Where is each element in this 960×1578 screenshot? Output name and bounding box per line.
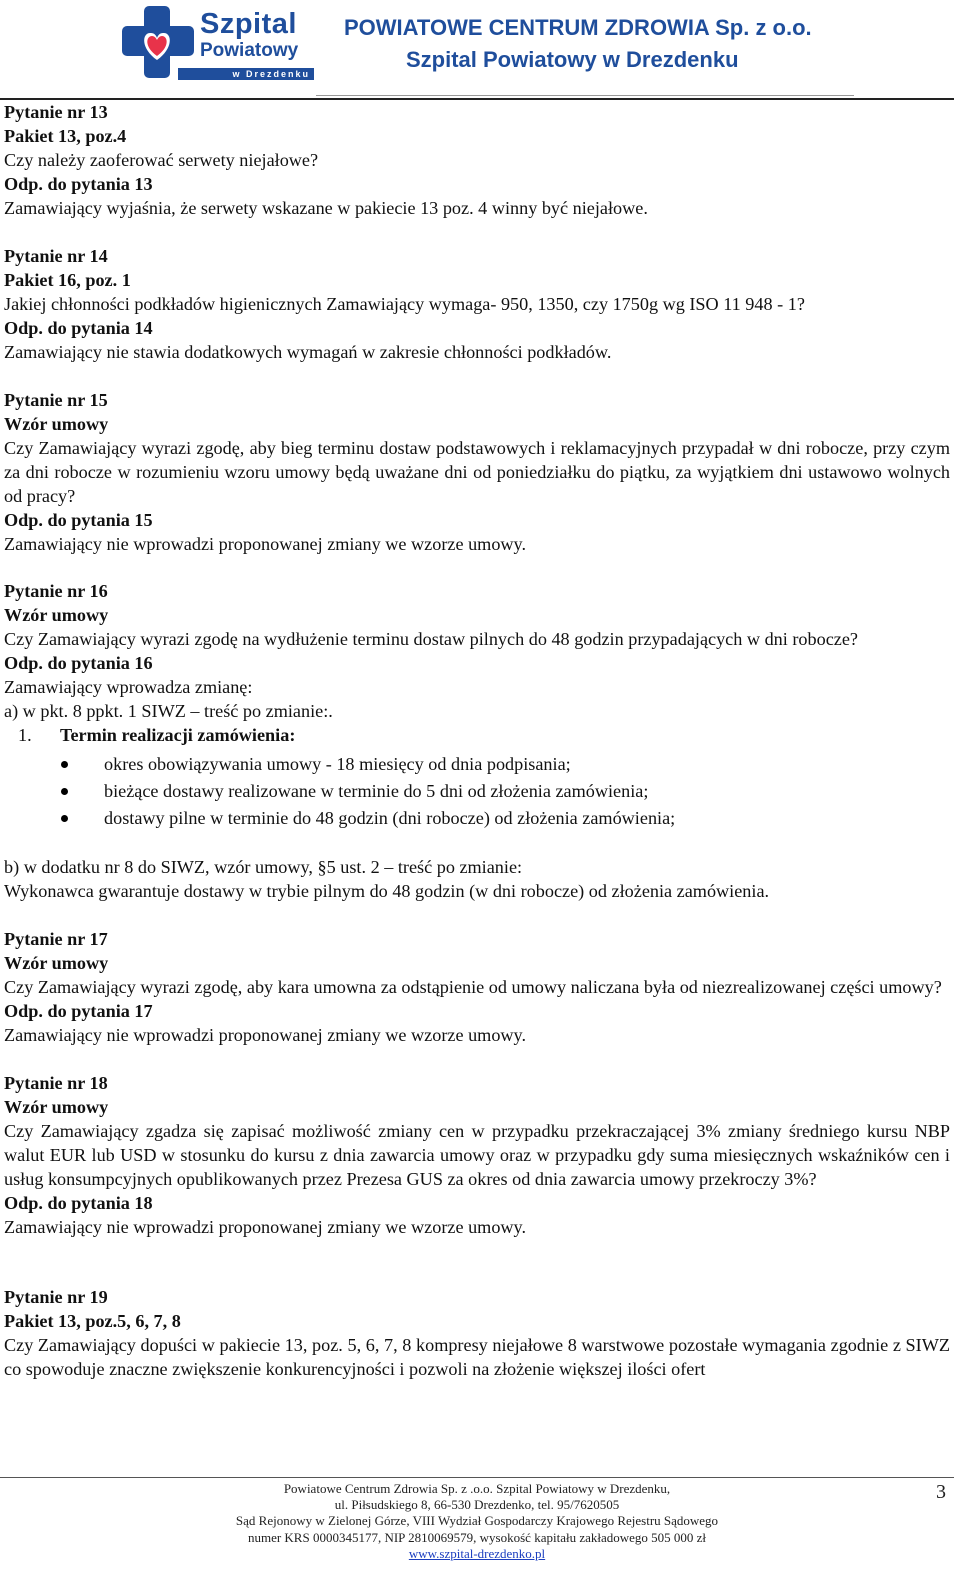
question-17: [4, 927, 950, 1047]
org-subname: Szpital Powiatowy w Drezdenku: [406, 47, 739, 72]
question-text: Czy należy zaoferować serwety niejałowe?: [4, 150, 319, 170]
question-subject: Pakiet 13, poz.5, 6, 7, 8: [4, 1311, 181, 1331]
footer-line-1: Powiatowe Centrum Zdrowia Sp. z .o.o. Szpital Powiatowy w Drezdenku,: [283, 1481, 671, 1496]
answer-title: Odp. do pytania 13: [4, 174, 153, 194]
answer-title: Odp. do pytania 17: [4, 1001, 153, 1021]
document-body: [4, 100, 950, 1381]
page-header: [0, 0, 960, 100]
footer-rule: [0, 1477, 954, 1478]
question-text: Czy Zamawiający wyrazi zgodę, aby kara umowna za odstąpienie od umowy naliczana była od niezrealizowanej części umowy?: [4, 977, 942, 997]
question-subject: Wzór umowy: [4, 1097, 109, 1117]
numbered-item-number: 1.: [18, 725, 32, 745]
question-13: [4, 100, 950, 220]
question-title: Pytanie nr 13: [4, 102, 108, 122]
question-title: Pytanie nr 18: [4, 1073, 108, 1093]
question-subject: Wzór umowy: [4, 414, 109, 434]
bullet-item: dostawy pilne w terminie do 48 godzin (dni robocze) od złożenia zamówienia;: [4, 805, 950, 832]
question-text: Czy Zamawiający wyrazi zgodę na wydłużenie terminu dostaw pilnych do 48 godzin przypadających w dni robocze?: [4, 629, 858, 649]
question-text: Czy Zamawiający dopuści w pakiecie 13, poz. 5, 6, 7, 8 kompresy niejałowe 8 warstwowe pozostałe wymagania zgodnie z SIWZ co spowoduje znaczne zwiększenie konkurencyjności i pozwoli na złożenie większej ilości ofert: [4, 1335, 950, 1379]
answer-text: Zamawiający nie wprowadzi proponowanej zmiany we wzorze umowy.: [4, 1217, 527, 1237]
logo-word-szpital: Szpital: [200, 8, 297, 40]
logo-word-powiatowy: Powiatowy: [200, 40, 299, 61]
question-18: [4, 1071, 950, 1239]
answer-title: Odp. do pytania 16: [4, 653, 153, 673]
answer-text: Zamawiający nie wprowadzi proponowanej zmiany we wzorze umowy.: [4, 534, 527, 554]
page-footer: [0, 1481, 954, 1562]
question-subject: Pakiet 13, poz.4: [4, 126, 127, 146]
answer-title: Odp. do pytania 14: [4, 318, 153, 338]
answer-text: Zamawiający nie wprowadzi proponowanej zmiany we wzorze umowy.: [4, 1025, 527, 1045]
question-subject: Wzór umowy: [4, 605, 109, 625]
numbered-item-title: Termin realizacji zamówienia:: [60, 725, 296, 745]
footer-line-4: numer KRS 0000345177, NIP 2810069579, wysokość kapitału zakładowego 505 000 zł: [247, 1529, 707, 1545]
answer-title: Odp. do pytania 18: [4, 1193, 153, 1213]
footer-line-3: Sąd Rejonowy w Zielonej Górze, VIII Wydział Gospodarczy Krajowego Rejestru Sądowego: [235, 1513, 719, 1529]
logo-subtitle-bar: w Drezdenku: [178, 68, 314, 80]
question-title: Pytanie nr 17: [4, 929, 108, 949]
bullet-item: bieżące dostawy realizowane w terminie do 5 dni od złożenia zamówienia;: [4, 778, 950, 805]
question-subject: Pakiet 16, poz. 1: [4, 270, 131, 290]
page-number: 3: [936, 1481, 946, 1503]
answer-title: Odp. do pytania 15: [4, 510, 153, 530]
question-title: Pytanie nr 15: [4, 390, 108, 410]
answer-text: Zamawiający wyjaśnia, że serwety wskazane w pakiecie 13 poz. 4 winny być niejałowe.: [4, 198, 648, 218]
bullet-item: okres obowiązywania umowy - 18 miesięcy od dnia podpisania;: [4, 751, 950, 778]
hospital-logo: [118, 2, 318, 82]
footer-website-link[interactable]: www.szpital-drezdenko.pl: [408, 1545, 546, 1561]
bullet-list: [4, 751, 950, 832]
footer-line-2: ul. Piłsudskiego 8, 66-530 Drezdenko, tel. 95/7620505: [334, 1497, 620, 1513]
header-thin-rule: [316, 95, 854, 96]
question-title: Pytanie nr 14: [4, 246, 108, 266]
answer-point-b-text: Wykonawca gwarantuje dostawy w trybie pilnym do 48 godzin (w dni robocze) od złożenia zamówienia.: [4, 881, 770, 901]
question-15: [4, 388, 950, 556]
answer-intro: Zamawiający wprowadza zmianę:: [4, 677, 253, 697]
question-subject: Wzór umowy: [4, 953, 109, 973]
question-16: [4, 579, 950, 903]
numbered-item: [4, 723, 950, 747]
answer-point-a: a) w pkt. 8 ppkt. 1 SIWZ – treść po zmianie:.: [4, 701, 333, 721]
question-text: Czy Zamawiający zgadza się zapisać możliwość zmiany cen w przypadku przekraczającej 3% zmiany średniego kursu NBP walut EUR lub USD w stosunku do kursu z dnia zawarcia umowy oraz w przypadku gdy suma miesięcznych wskaźników cen i usług konsumpcyjnych opublikowanych przez Prezesa GUS za okres od dnia zawarcia umowy przekroczy 3%?: [4, 1121, 950, 1189]
question-text: Jakiej chłonności podkładów higienicznych Zamawiający wymaga- 950, 1350, czy 1750g wg ISO 11 948 - 1?: [4, 294, 805, 314]
question-19: [4, 1285, 950, 1381]
question-14: [4, 244, 950, 364]
question-title: Pytanie nr 19: [4, 1287, 108, 1307]
org-name: POWIATOWE CENTRUM ZDROWIA Sp. z o.o.: [344, 15, 812, 40]
question-text: Czy Zamawiający wyrazi zgodę, aby bieg terminu dostaw podstawowych i reklamacyjnych przypadał w dni robocze, przy czym za dni robocze w rozumieniu wzoru umowy będą uważane dni od poniedziałku do piątku, za wyjątkiem dni ustawowo wolnych od pracy?: [4, 438, 950, 506]
answer-text: Zamawiający nie stawia dodatkowych wymagań w zakresie chłonności podkładów.: [4, 342, 612, 362]
answer-point-b: b) w dodatku nr 8 do SIWZ, wzór umowy, §5 ust. 2 – treść po zmianie:: [4, 857, 523, 877]
question-title: Pytanie nr 16: [4, 581, 108, 601]
